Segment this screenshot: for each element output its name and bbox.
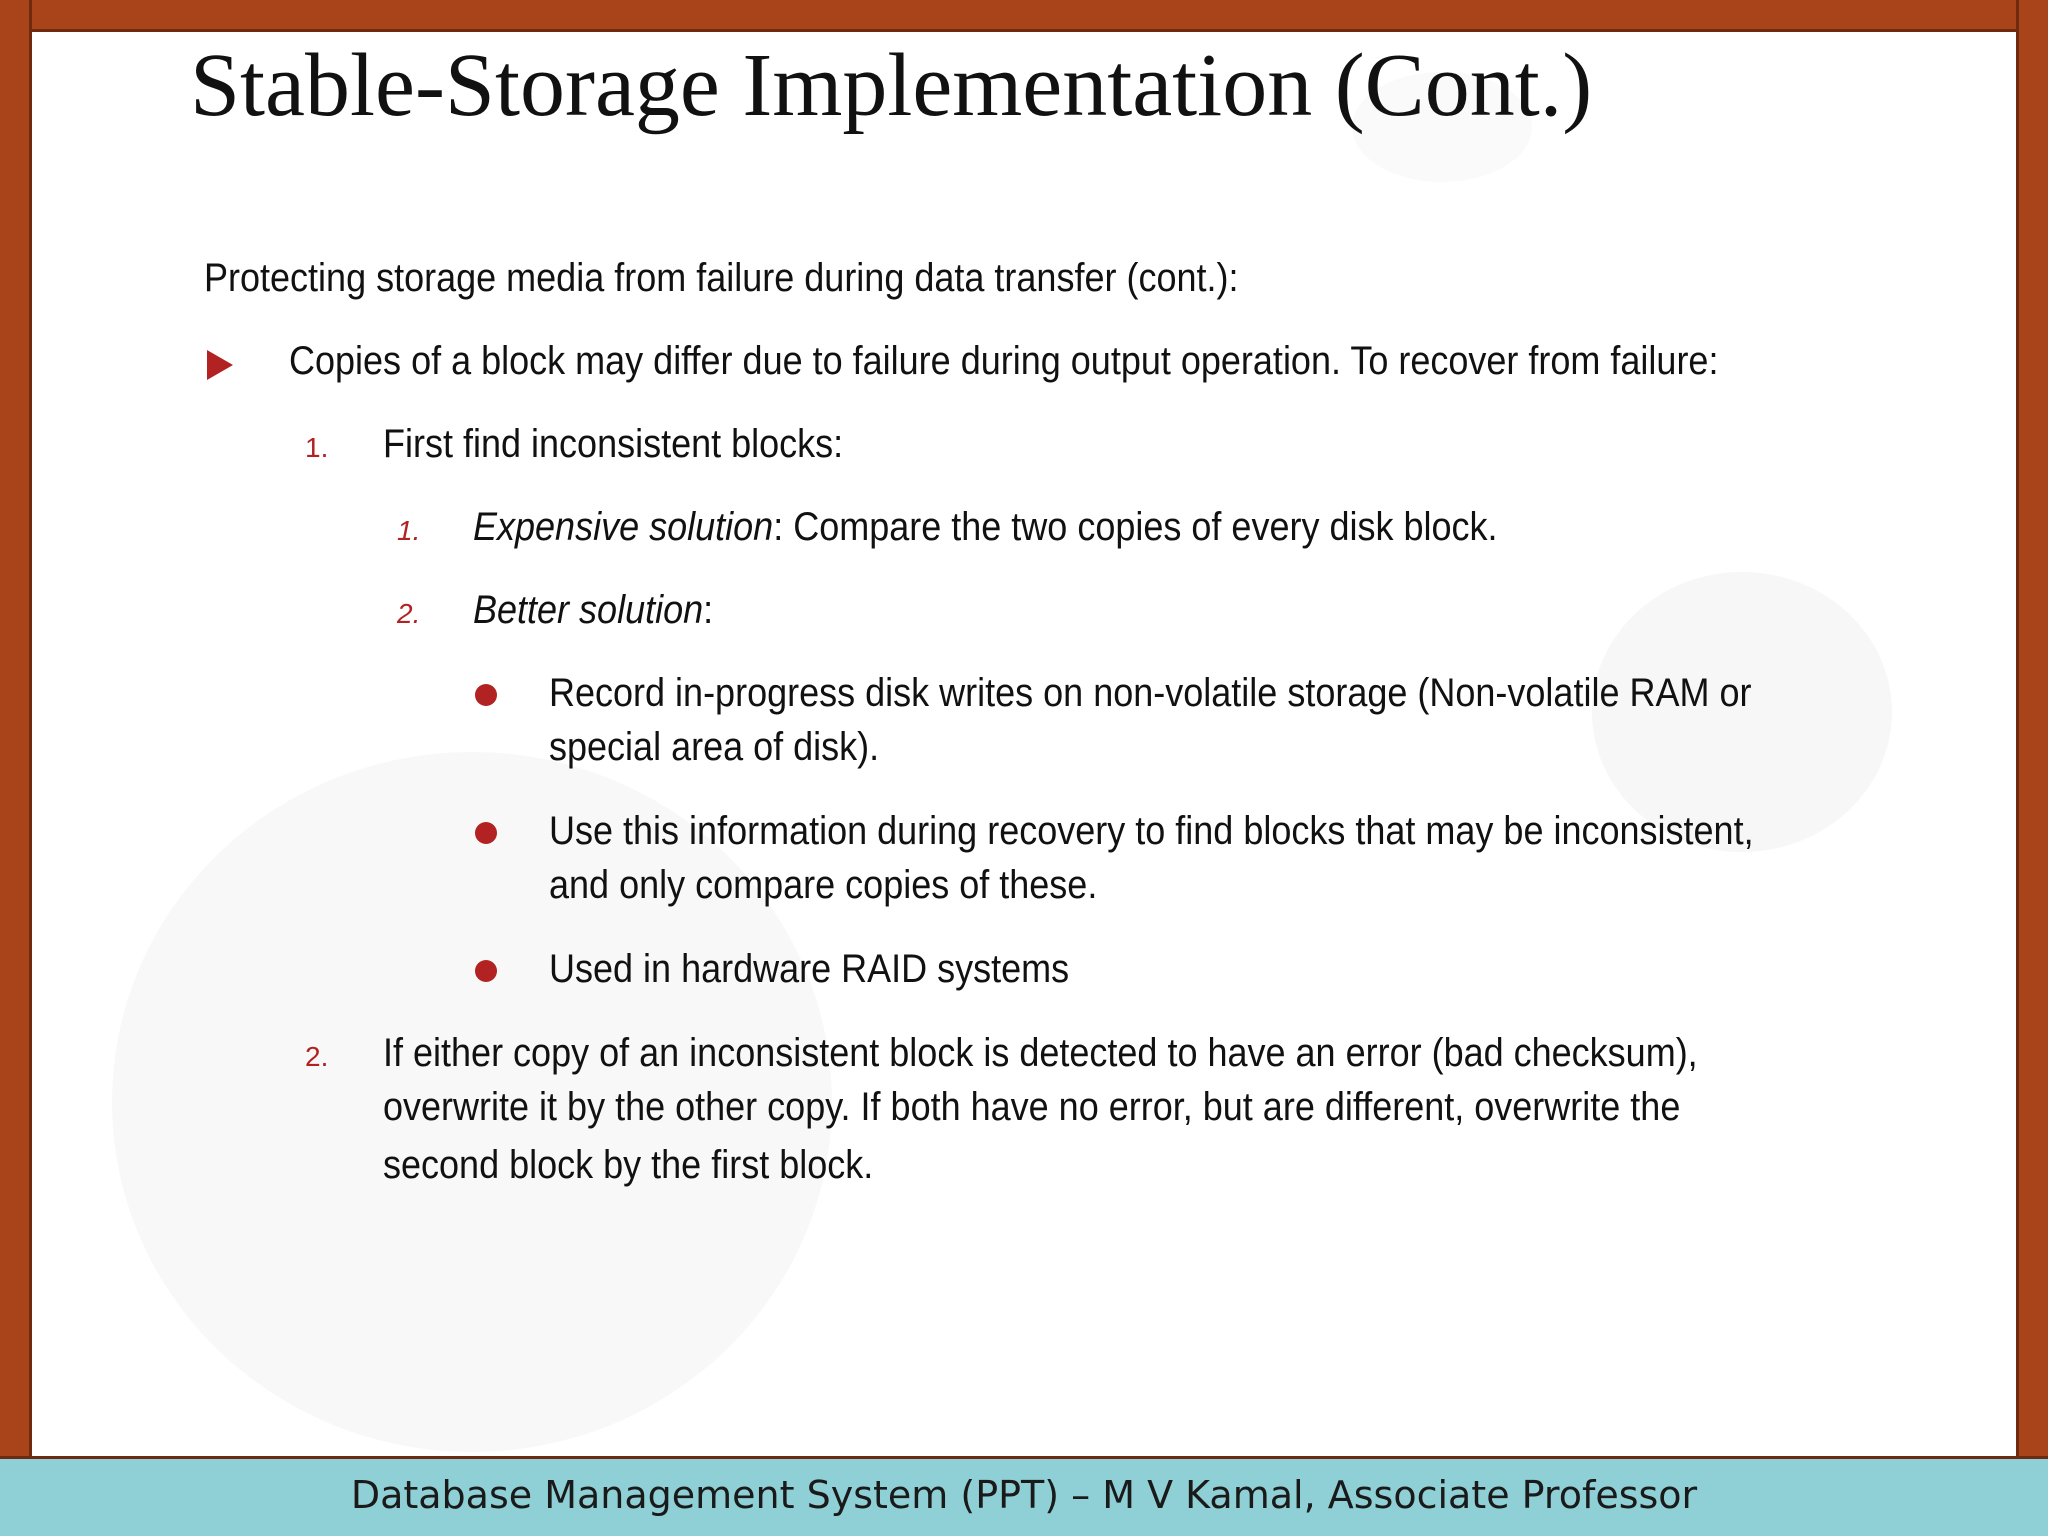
sub-bullet-text: Record in-progress disk writes on non-volatile storage (Non-volatile RAM or [549,671,1752,715]
step-text: If either copy of an inconsistent block is detected to have an error (bad checksum), [383,1031,1698,1075]
step-text: First find inconsistent blocks: [383,422,844,466]
dot-icon [475,960,497,982]
step-number: 2. [305,1041,329,1072]
sub-bullet-text: Use this information during recovery to find blocks that may be inconsistent, [549,809,1754,853]
slide-title: Stable-Storage Implementation (Cont.) [190,36,1593,135]
sub-step-number: 1. [397,515,421,546]
sub-step-number: 2. [397,598,421,629]
frame-left-border [0,0,32,1456]
sub-step-description: : Compare the two copies of every disk block. [773,505,1498,549]
sub-step-label: Better solution [473,588,704,632]
sub-bullet-text: special area of disk). [549,725,880,769]
bullet-text: Copies of a block may differ due to failure during output operation. To recover from failure: [289,339,1719,383]
slide-canvas [32,32,2016,1456]
triangle-arrow-icon [207,350,233,380]
sub-bullet-text: and only compare copies of these. [549,863,1098,907]
sub-step-label: Expensive solution [473,505,774,549]
dot-icon [475,684,497,706]
step-number: 1. [305,432,329,463]
frame-right-border [2016,0,2048,1456]
footer-text: Database Management System (PPT) – M V Kamal, Associate Professor [350,1473,1698,1517]
intro-text: Protecting storage media from failure during data transfer (cont.): [204,256,1239,300]
frame-top-border [0,0,2048,32]
sub-bullet-text: Used in hardware RAID systems [549,947,1070,991]
step-text: overwrite it by the other copy. If both have no error, but are different, overwrite the [383,1085,1681,1129]
footer-bar [0,1456,2048,1536]
step-text: second block by the first block. [383,1143,874,1187]
sub-step-text [473,503,1498,551]
sub-step-description: : [703,588,714,632]
sub-step-text [473,586,713,634]
dot-icon [475,822,497,844]
